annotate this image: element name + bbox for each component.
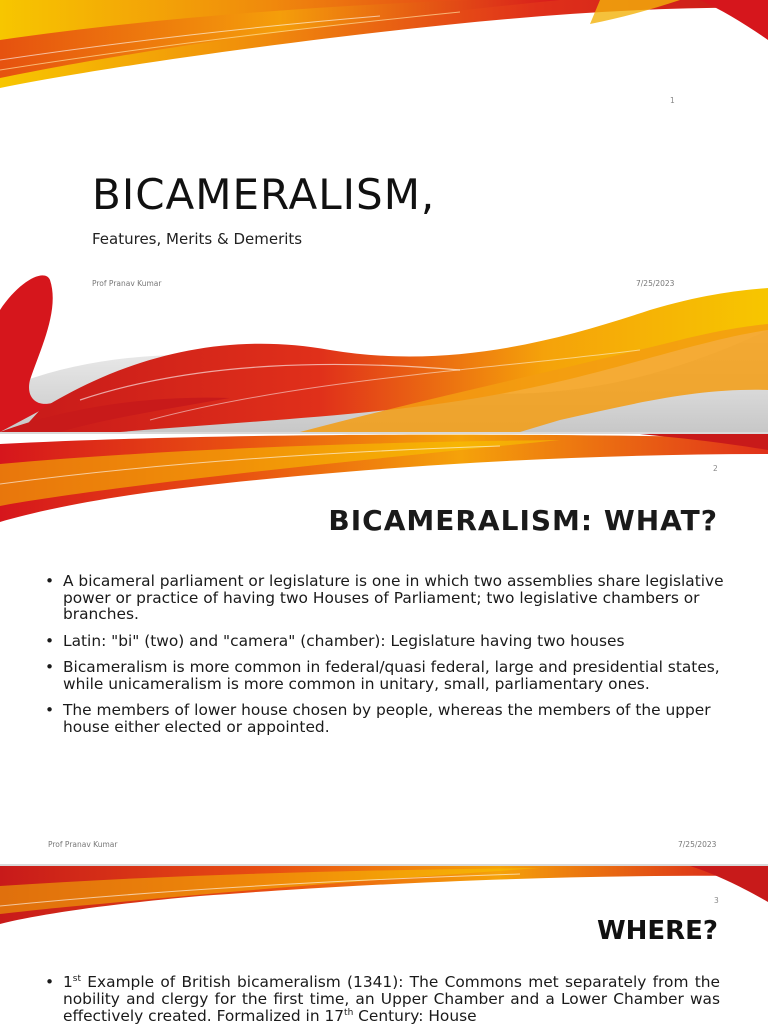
slide-number: 1 [670, 96, 675, 105]
list-item: • Latin: "bi" (two) and "camera" (chamber): Legislature having two houses [45, 631, 625, 650]
bottom-ribbon-decoration [0, 270, 768, 432]
slide-title: BICAMERALISM, [92, 170, 436, 219]
slide-3 [0, 866, 768, 1024]
slide-footer-author: Prof Pranav Kumar [48, 840, 118, 849]
slide-footer-author: Prof Pranav Kumar [92, 279, 162, 288]
slide-number: 3 [714, 896, 719, 905]
slide-number: 2 [713, 464, 718, 473]
slide-1 [0, 0, 768, 432]
slide-2 [0, 434, 768, 864]
slide-footer-date: 7/25/2023 [678, 840, 717, 849]
list-item: • 1st Example of British bicameralism (1341): The Commons met separately from the nobility and clergy for the first time, an Upper Chamber and a Lower Chamber was effectively created. Formalized in 17th Century: House [45, 973, 720, 1024]
slide-title: BICAMERALISM: WHAT? [328, 504, 718, 537]
slide-title: WHERE? [596, 916, 718, 946]
slide-footer-date: 7/25/2023 [636, 279, 675, 288]
slide-subtitle: Features, Merits & Demerits [92, 230, 303, 248]
list-item: • The members of lower house chosen by people, whereas the members of the upper house either elected or appointed. [45, 701, 711, 736]
bullet-list [45, 974, 720, 1024]
list-item: • A bicameral parliament or legislature is one in which two assemblies share legislative power or practice of having two Houses of Parliament; two legislative chambers or branches. [45, 572, 724, 623]
top-ribbon-decoration [0, 0, 768, 90]
list-item: • Bicameralism is more common in federal/quasi federal, large and presidential states, while unicameralism is more common in unitary, small, parliamentary ones. [45, 658, 720, 693]
bullet-list [45, 573, 725, 745]
